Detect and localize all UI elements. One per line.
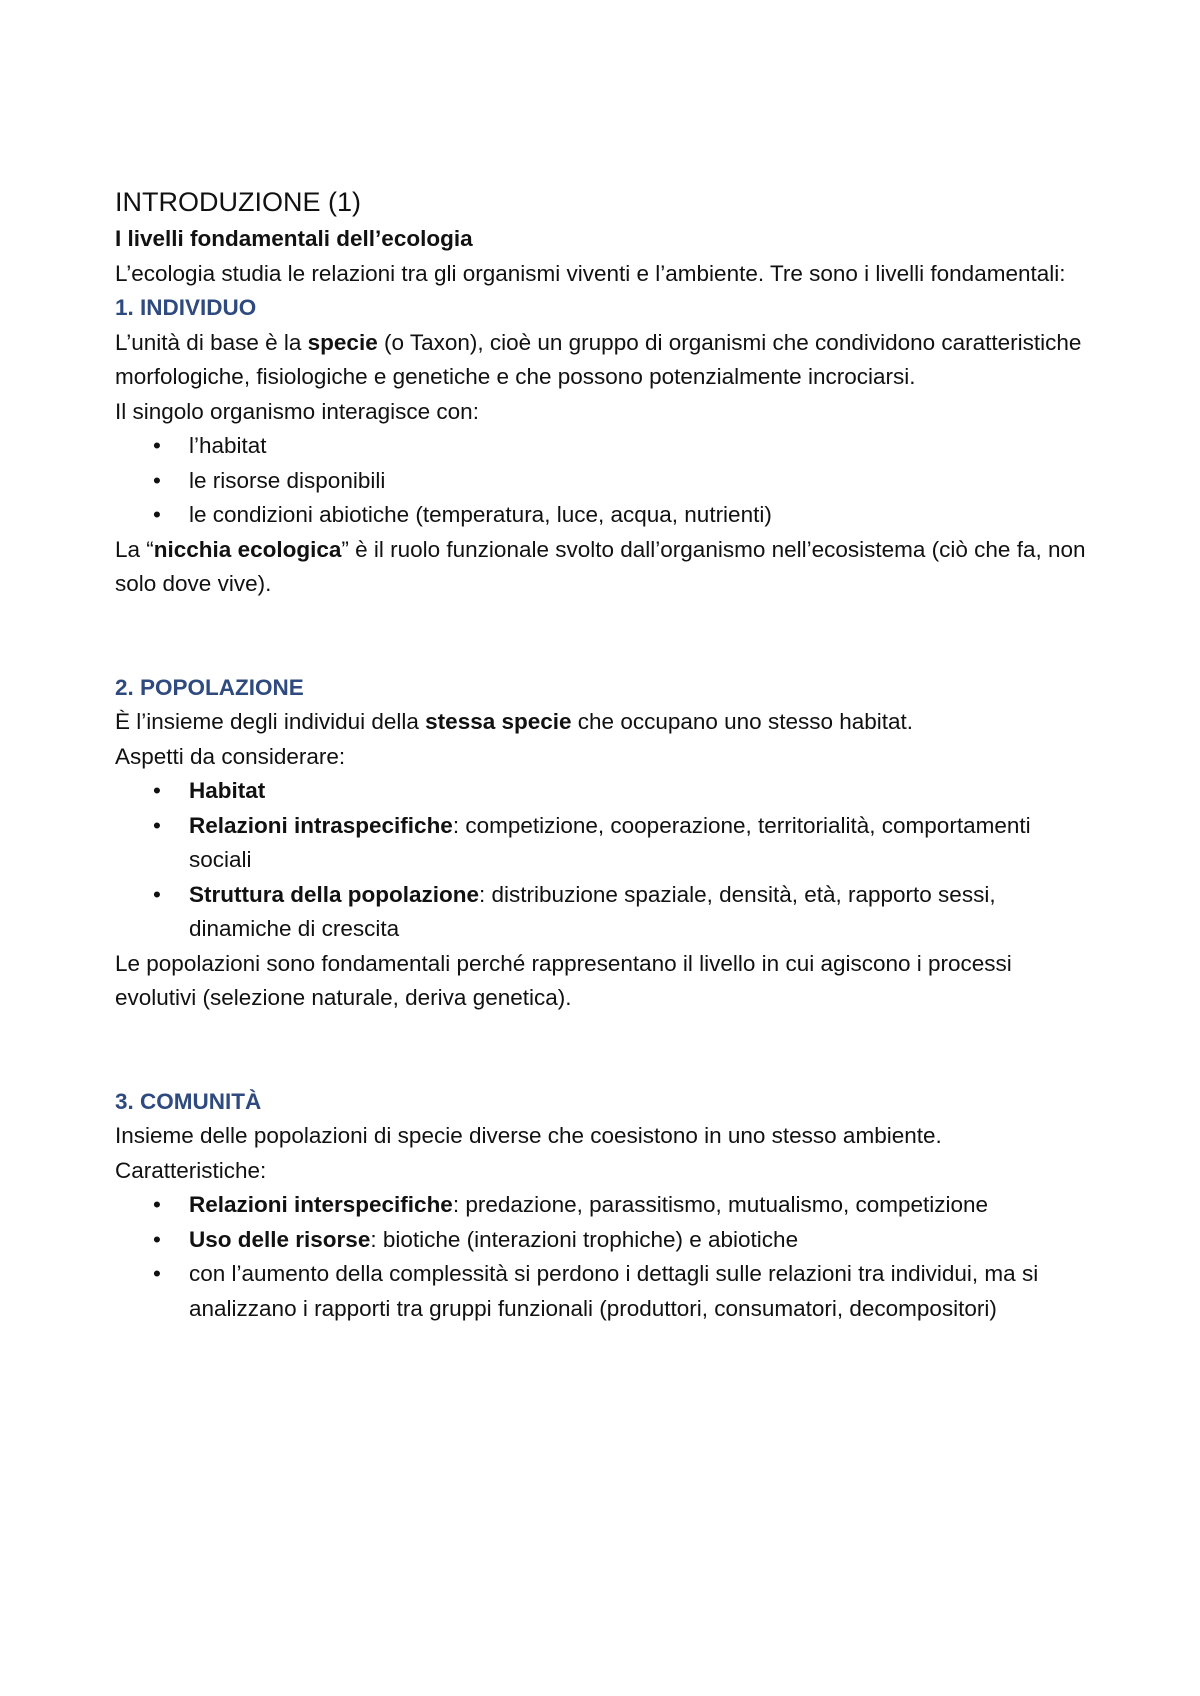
list-item [115, 1188, 1095, 1223]
bullet-icon: • [153, 502, 161, 527]
list-item-bold: Relazioni interspecifiche [189, 1192, 453, 1217]
bullet-icon: • [153, 812, 161, 838]
section-spacer [115, 1016, 1095, 1085]
text-run: (o Taxon), cioè un gruppo di organismi che condividono caratteristiche morfologiche, fisiologiche e genetiche e che possono potenzialmente incrociarsi. [115, 329, 1082, 389]
list-item [115, 878, 1095, 947]
list-item [115, 429, 1095, 464]
text-run: ” è il ruolo funzionale svolto dall’organismo nell’ecosistema (ciò che fa, non solo dove vive). [115, 536, 1086, 596]
list-item [115, 1257, 1095, 1326]
list-item-bold: Uso delle risorse [189, 1226, 371, 1252]
bullet-icon: • [153, 778, 161, 803]
section-heading-popolazione: 2. POPOLAZIONE [115, 674, 304, 700]
list-item [115, 1223, 1095, 1258]
list-item-bold: Relazioni intraspecifiche [189, 812, 453, 838]
popolazione-paragraph-2: Aspetti da considerare: [115, 743, 346, 769]
bullet-icon: • [153, 433, 161, 458]
comunita-list [115, 1188, 1095, 1326]
section-spacer [115, 602, 1095, 671]
bold-term-stessa-specie: stessa specie [425, 709, 572, 734]
bullet-icon: • [153, 1226, 161, 1252]
text-run: È l’insieme degli individui della [115, 709, 426, 734]
list-item-text: : competizione, cooperazione, territorialità, comportamenti sociali [189, 812, 1031, 872]
list-item-bold: Struttura della popolazione [189, 881, 480, 907]
section-heading-individuo: 1. INDIVIDUO [115, 295, 257, 320]
bullet-icon: • [153, 1261, 161, 1286]
page-title: INTRODUZIONE (1) [115, 187, 361, 217]
bullet-icon: • [153, 467, 161, 493]
text-run: L’unità di base è la [115, 329, 308, 355]
list-item-text: : distribuzione spaziale, densità, età, rapporto sessi, dinamiche di crescita [189, 881, 996, 941]
list-item-text: l’habitat [189, 433, 267, 458]
popolazione-paragraph-3: Le popolazioni sono fondamentali perché rappresentano il livello in cui agiscono i processi evolutivi (selezione naturale, deriva genetica). [115, 950, 1012, 1010]
bullet-icon: • [153, 881, 161, 907]
bold-term-nicchia: nicchia ecologica [153, 536, 342, 562]
individuo-list [115, 429, 1095, 533]
list-item-text: con l’aumento della complessità si perdono i dettagli sulle relazioni tra individui, ma si analizzano i rapporti tra gruppi funzionali (produttori, consumatori, decompositori) [189, 1261, 1039, 1321]
individuo-paragraph-1 [115, 326, 1095, 395]
section-heading-comunita: 3. COMUNITÀ [115, 1088, 262, 1114]
text-run: che occupano uno stesso habitat. [571, 709, 914, 734]
comunita-paragraph-2: Caratteristiche: [115, 1157, 267, 1183]
list-item-text: : predazione, parassitismo, mutualismo, competizione [452, 1192, 989, 1217]
document-page [115, 182, 1095, 1326]
intro-paragraph: L’ecologia studia le relazioni tra gli organismi viventi e l’ambiente. Tre sono i livelli fondamentali: [115, 260, 1066, 286]
list-item-bold: Habitat [189, 778, 266, 803]
list-item [115, 464, 1095, 499]
list-item [115, 498, 1095, 533]
page-subtitle: I livelli fondamentali dell’ecologia [115, 226, 473, 251]
list-item-text: le condizioni abiotiche (temperatura, luce, acqua, nutrienti) [189, 502, 772, 527]
comunita-paragraph-1: Insieme delle popolazioni di specie diverse che coesistono in uno stesso ambiente. [115, 1123, 942, 1148]
bullet-icon: • [153, 1192, 161, 1217]
list-item [115, 774, 1095, 809]
list-item-text: le risorse disponibili [189, 467, 386, 493]
individuo-paragraph-3 [115, 533, 1095, 602]
text-run: La “ [115, 536, 154, 562]
individuo-paragraph-2: Il singolo organismo interagisce con: [115, 398, 479, 424]
list-item-text: : biotiche (interazioni trophiche) e abiotiche [370, 1226, 799, 1252]
bold-term-specie: specie [307, 329, 378, 355]
list-item [115, 809, 1095, 878]
popolazione-list [115, 774, 1095, 947]
popolazione-paragraph-1 [115, 705, 1095, 740]
